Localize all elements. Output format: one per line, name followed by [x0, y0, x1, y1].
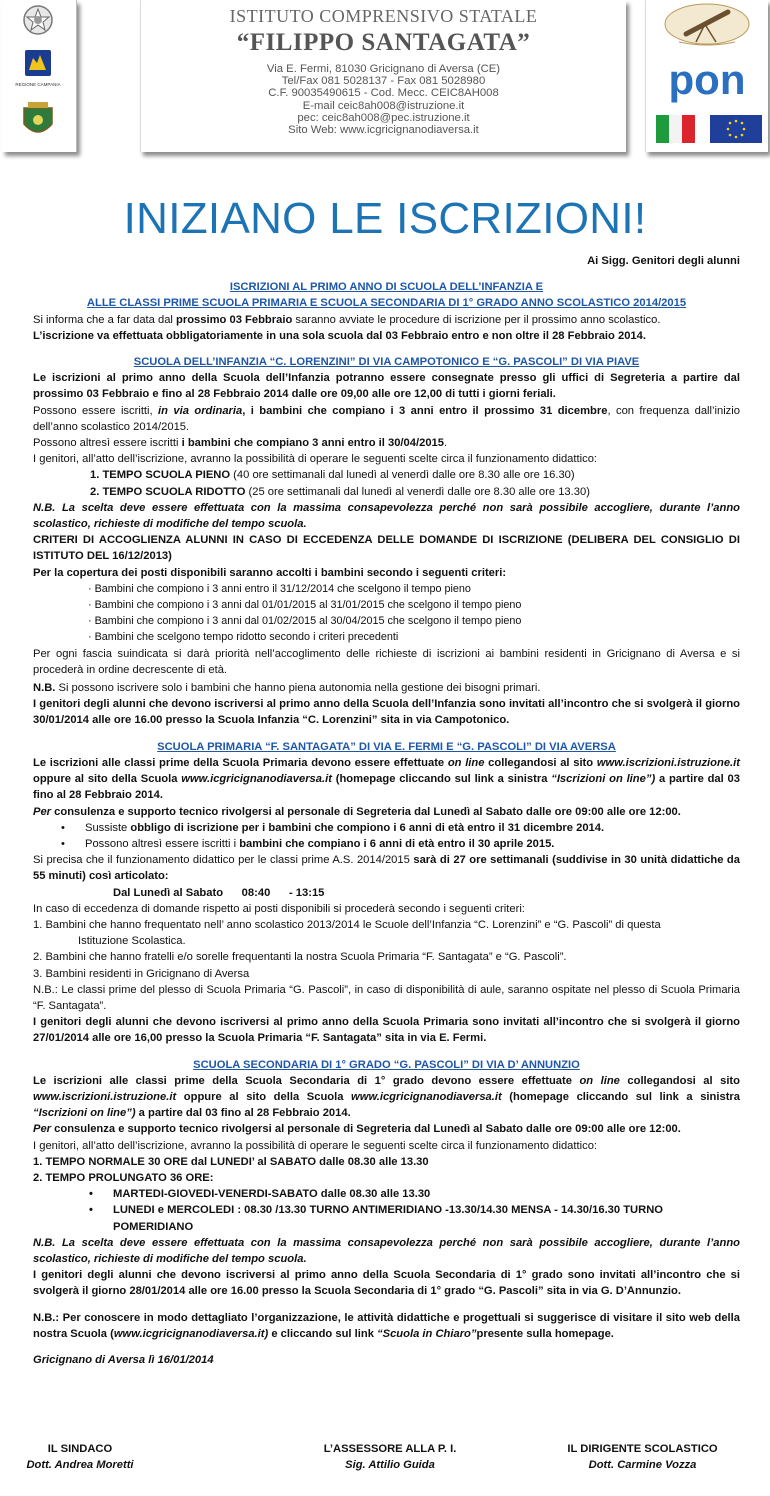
- phone-line: Tel/Fax 081 5028137 - Fax 081 5028980: [281, 75, 486, 88]
- secondaria-option-2: 2. TEMPO PROLUNGATO 36 ORE:: [33, 1171, 214, 1184]
- primaria-nb: N.B.: Le classi prime del plesso di Scuola Primaria “G. Pascoli”, in caso di disponibilità di aule, saranno ospitate nel plesso di Scuola Primaria “F. Santagata”.: [33, 983, 740, 1012]
- secondaria-meeting: I genitori degli alunni che devono iscriversi al primo anno della Scuola Secondaria di 1° grado sono invitati all’incontro che si svolgerà il giorno 28/01/2014 alle ore 16.00 presso la Scuola Secondaria di 1° grado “G. Pascoli” sita in via G. D’Annunzio.: [33, 1269, 740, 1298]
- infanzia-meeting: I genitori degli alunni che devono iscriversi al primo anno della Scuola dell’Infanzia sono invitati all’incontro che si svolgerà il giorno 30/01/2014 alle ore 16.00 presso la Scuola Infanzia “C. Lorenzini” sita in via Campotonico.: [33, 698, 740, 727]
- infanzia-option-2: 2. TEMPO SCUOLA RIDOTTO (25 ore settimanali dal lunedì al venerdì dalle ore 8.30 alle ore 13.30): [90, 485, 590, 498]
- signature-role: L’ASSESSORE ALLA P. I.: [323, 1443, 457, 1455]
- intro-deadline: L’iscrizione va effettuata obbligatoriamente in una sola scuola dal 03 Febbraio entro e non oltre il 28 Febbraio 2014.: [33, 329, 646, 342]
- italy-flag-icon: [656, 115, 695, 143]
- intro-heading-1: ISCRIZIONI AL PRIMO ANNO DI SCUOLA DELL’INFANZIA E: [229, 281, 544, 294]
- primaria-criteria-1: 1. Bambini che hanno frequentato nell’ anno scolastico 2013/2014 le Scuole dell’Infanzia “C. Lorenzini” e “G. Pascoli” di questa: [33, 918, 661, 931]
- primaria-heading: SCUOLA PRIMARIA “F. SANTAGATA” DI VIA E. FERMI E “G. PASCOLI” DI VIA AVERSA: [157, 740, 616, 753]
- infanzia-option-1: 1. TEMPO SCUOLA PIENO (40 ore settimanali dal lunedì al venerdì dalle ore 8.30 alle ore 16.30): [90, 469, 575, 482]
- signature-name: Dott. Andrea Moretti: [26, 1459, 134, 1472]
- infanzia-p6: N.B. Si possono iscrivere solo i bambini che hanno piena autonomia nella gestione dei bisogni primari.: [33, 682, 541, 695]
- primaria-p3: Si precisa che il funzionamento didattico per le classi prime A.S. 2014/2015 sarà di 27 ore settimanali (suddivise in 30 unità didattiche da 55 minuti) così articolato:: [33, 854, 740, 883]
- signature-mayor: [20, 1441, 140, 1473]
- institute-name: “FILIPPO SANTAGATA”: [236, 29, 531, 56]
- signature-principal: [555, 1441, 730, 1473]
- infanzia-p5: Per ogni fascia suindicata si darà priorità nell’accoglimento delle richieste di iscrizioni ai bambini residenti in Gricignano di Aversa e si procederà in ordine decrescente di età.: [33, 647, 740, 676]
- pec-line[interactable]: pec: ceic8ah008@pec.istruzione.it: [297, 111, 470, 124]
- infanzia-nb: N.B. La scelta deve essere effettuata con la massima consapevolezza perché non sarà possibile accogliere, durante l’anno scolastico, richieste di modifiche del tempo scuola.: [33, 501, 740, 531]
- pon-logos: [646, 0, 768, 152]
- secondaria-p2: Per consulenza e supporto tecnico rivolgersi al personale di Segreteria dal Lunedì al Sabato dalle ore 09:00 alle ore 12:00.: [33, 1123, 681, 1136]
- primaria-bullet-2: • Possono altresì essere iscritti i bambini che compiano i 6 anni di età entro il 30 aprile 2015.: [33, 836, 740, 852]
- criteria-intro: Per la copertura dei posti disponibili saranno accolti i bambini secondo i seguenti criteri:: [33, 566, 507, 579]
- signature-name: Sig. Attilio Guida: [345, 1459, 435, 1472]
- secondaria-p3: I genitori, all’atto dell’iscrizione, avranno la possibilità di operare le seguenti scelte circa il funzionamento didattico:: [33, 1139, 598, 1152]
- primaria-p4: In caso di eccedenza di domande rispetto ai posti disponibili si procederà secondo i seguenti criteri:: [33, 902, 525, 915]
- secondaria-bullet-2: • LUNEDI e MERCOLEDI : 08.30 /13.30 TURNO ANTIMERIDIANO -13.30/14.30 MENSA - 14.30/16.30 TURNO POMERIDIANO: [33, 1202, 740, 1234]
- telescope-icon: [665, 4, 749, 45]
- criteria-item: · Bambini che compiono i 3 anni dal 01/01/2015 al 31/01/2015 che scelgono il tempo pieno: [88, 599, 522, 612]
- intro-heading-2: ALLE CLASSI PRIME SCUOLA PRIMARIA E SCUOLA SECONDARIA DI 1° GRADO ANNO SCOLASTICO 2014/2015: [86, 297, 687, 310]
- addressee: Ai Sigg. Genitori degli alunni: [587, 255, 740, 267]
- infanzia-p4: I genitori, all’atto dell’iscrizione, avranno la possibilità di operare le seguenti scelte circa il funzionamento didattico:: [33, 453, 598, 466]
- secondaria-p1: Le iscrizioni alle classi prime della Scuola Secondaria di 1° grado devono essere effettuate on line collegandosi al sito www.iscrizioni.istruzione.it oppure al sito della Scuola www.icgricignanodiaversa.it (homepage cliccando sul link a sinistra “Iscrizioni on line”) a partire dal 03 fino al 28 Febbraio 2014.: [33, 1074, 740, 1120]
- fiscal-code-line: C.F. 90035490615 - Cod. Mecc. CEIC8AH008: [268, 87, 499, 100]
- primaria-criteria-2: 2. Bambini che hanno fratelli e/o sorelle frequentanti la nostra Scuola Primaria “F. Santagata” e “G. Pascoli”.: [33, 951, 567, 964]
- institute-header: [140, 0, 626, 152]
- letterhead: [0, 0, 770, 160]
- website-line[interactable]: Sito Web: www.icgricignanodiaversa.it: [288, 124, 479, 137]
- criteria-item: · Bambini che compiono i 3 anni dal 01/02/2015 al 30/04/2015 che scelgono il tempo pieno: [88, 615, 522, 628]
- pon-logo-text: pon: [668, 56, 746, 103]
- right-logo-panel: [645, 0, 768, 152]
- secondaria-option-1: 1. TEMPO NORMALE 30 ORE dal LUNEDI’ al SABATO dalle 08.30 alle 13.30: [33, 1155, 429, 1168]
- primaria-meeting: I genitori degli alunni che devono iscriversi al primo anno della Scuola Primaria sono invitati all’incontro che si svolgerà il giorno 27/01/2014 alle ore 16,00 presso la Scuola Primaria “F. Santagata” sita in via E. Fermi.: [33, 1016, 740, 1045]
- primaria-bullet-1: • Sussiste obbligo di iscrizione per i bambini che compiono i 6 anni di età entro il 31 dicembre 2014.: [33, 820, 740, 836]
- institute-type: ISTITUTO COMPRENSIVO STATALE: [229, 6, 538, 26]
- infanzia-p2: Possono essere iscritti, in via ordinaria, i bambini che compiano i 3 anni entro il prossimo 31 dicembre, con frequenza dall’inizio dell’anno scolastico 2014/2015.: [33, 404, 740, 433]
- criteria-item: · Bambini che scelgono tempo ridotto secondo i criteri precedenti: [88, 631, 399, 644]
- secondaria-nb: N.B. La scelta deve essere effettuata con la massima consapevolezza perché non sarà possibile accogliere, durante l’anno scolastico, richieste di modifiche del tempo scuola.: [33, 1236, 740, 1265]
- eu-flag-icon: [710, 115, 762, 143]
- page-title: INIZIANO LE ISCRIZIONI!: [123, 194, 647, 243]
- primaria-p2: Per consulenza e supporto tecnico rivolgersi al personale di Segreteria dal Lunedì al Sabato dalle ore 09:00 alle ore 12:00.: [33, 805, 681, 818]
- secondaria-bullet-1: • MARTEDI-GIOVEDI-VENERDI-SABATO dalle 08.30 alle 13.30: [33, 1186, 740, 1202]
- closing-nb: N.B.: Per conoscere in modo dettagliato l’organizzazione, le attività didattiche e progettuali si suggerisce di visitare il sito web della nostra Scuola (www.icgricignanodiaversa.it) e cliccando sul link “Scuola in Chiaro”presente sulla homepage.: [33, 1311, 740, 1340]
- email-line[interactable]: E-mail ceic8ah008@istruzione.it: [302, 99, 465, 112]
- primaria-hours: Dal Lunedì al Sabato 08:40 - 13:15: [113, 886, 325, 899]
- infanzia-p1: Le iscrizioni al primo anno della Scuola dell’Infanzia potranno essere consegnate presso gli uffici di Segreteria a partire dal prossimo 03 Febbraio e fino al 28 Febbraio 2014 dalle ore 09,00 alle ore 12,00 di tutti i giorni feriali.: [33, 372, 740, 401]
- infanzia-heading: SCUOLA DELL’INFANZIA “C. LORENZINI” DI VIA CAMPOTONICO E “G. PASCOLI” DI VIA PIAVE: [133, 356, 640, 369]
- address-line: Via E. Fermi, 81030 Gricignano di Aversa (CE): [266, 63, 501, 75]
- emblems-icon: [2, 0, 76, 152]
- primaria-criteria-1b: Istituzione Scolastica.: [78, 935, 186, 948]
- region-caption: REGIONE CAMPANIA: [15, 82, 61, 87]
- place-date: Gricignano di Aversa lì 16/01/2014: [33, 1354, 214, 1366]
- secondaria-heading: SCUOLA SECONDARIA DI 1° GRADO “G. PASCOLI” DI VIA D’ ANNUNZIO: [193, 1058, 580, 1071]
- primaria-criteria-3: 3. Bambini residenti in Gricignano di Aversa: [33, 967, 250, 980]
- institute-address: [141, 63, 626, 136]
- signature-name: Dott. Carmine Vozza: [588, 1459, 697, 1472]
- signature-role: IL DIRIGENTE SCOLASTICO: [567, 1443, 718, 1455]
- signature-councillor: [300, 1441, 480, 1473]
- intro-paragraph: Si informa che a far data dal prossimo 03 Febbraio saranno avviate le procedure di iscrizione per il prossimo anno scolastico.: [33, 313, 661, 326]
- left-logo-panel: [2, 0, 77, 152]
- primaria-p1: Le iscrizioni alle classi prime della Scuola Primaria devono essere effettuate on line collegandosi al sito www.iscrizioni.istruzione.it oppure al sito della Scuola www.icgricignanodiaversa.it (homepage cliccando sul link a sinistra “Iscrizioni on line”) a partire dal 03 fino al 28 Febbraio 2014.: [33, 756, 740, 802]
- criteria-item: · Bambini che compiono i 3 anni entro il 31/12/2014 che scelgono il tempo pieno: [88, 582, 471, 595]
- criteria-heading: CRITERI DI ACCOGLIENZA ALUNNI IN CASO DI ECCEDENZA DELLE DOMANDE DI ISCRIZIONE (DELIBERA DEL CONSIGLIO DI ISTITUTO DEL 16/12/2013): [33, 534, 740, 563]
- signature-role: IL SINDACO: [47, 1443, 113, 1455]
- infanzia-p3: Possono altresì essere iscritti i bambini che compiano 3 anni entro il 30/04/2015.: [33, 437, 448, 450]
- announcement-body: [33, 253, 740, 1368]
